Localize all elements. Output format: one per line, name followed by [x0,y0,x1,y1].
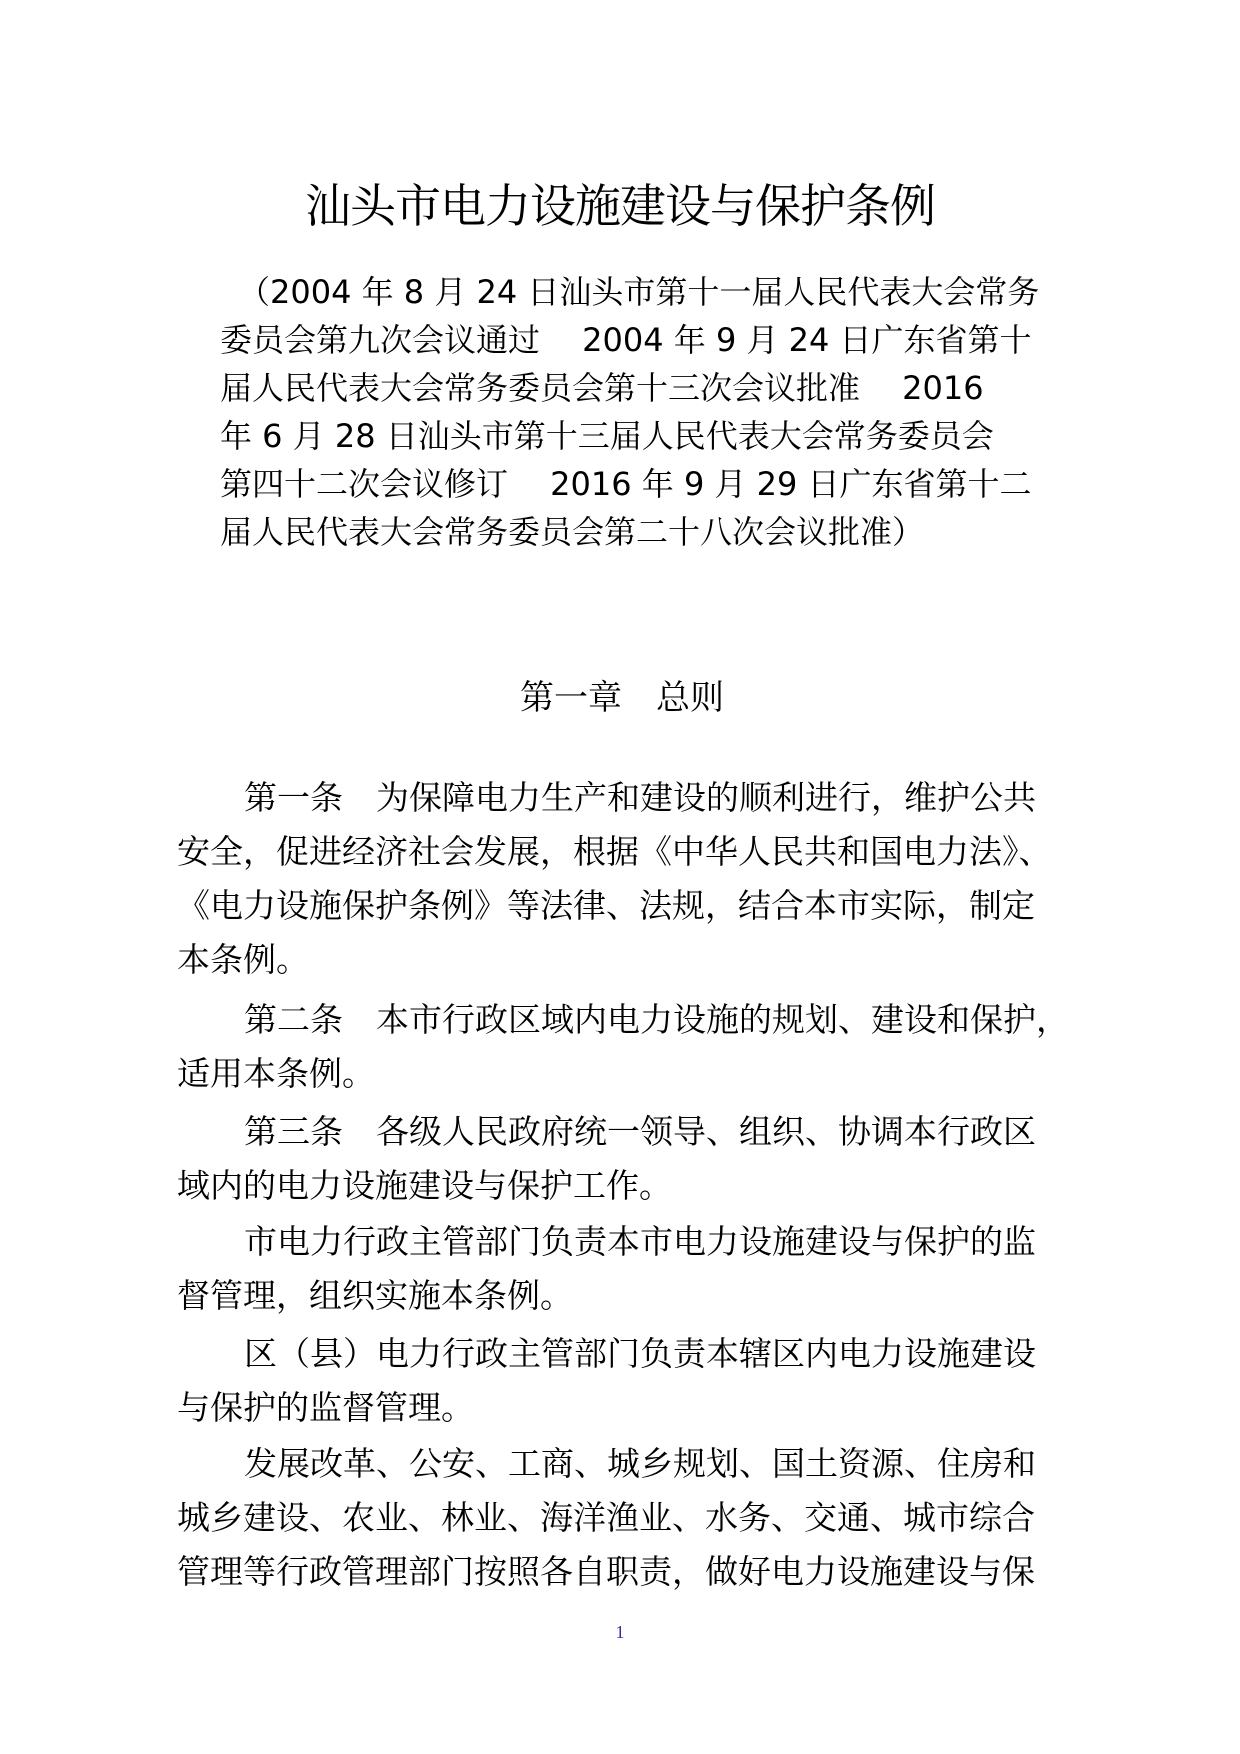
body-line: 域内的电力设施建设与保护工作。 [177,1166,672,1205]
body-line: 第三条 各级人民政府统一领导、组织、协调本行政区 [244,1112,1036,1151]
body-line: 城乡建设、农业、林业、海洋渔业、水务、交通、城市综合 [177,1498,1035,1537]
body-line: 督管理，组织实施本条例。 [177,1276,573,1315]
adoption-note-line: （2004 年 8 月 24 日汕头市第十一届人民代表大会常务 [238,273,1040,311]
body-line: 发展改革、公安、工商、城乡规划、国土资源、住房和 [244,1444,1036,1483]
adoption-note-line: 届人民代表大会常务委员会第二十八次会议批准） [220,513,925,551]
body-line: 第一条 为保障电力生产和建设的顺利进行，维护公共 [244,778,1036,817]
body-line: 市电力行政主管部门负责本市电力设施建设与保护的监 [244,1222,1036,1261]
adoption-note-line: 届人民代表大会常务委员会第十三次会议批准 2016 [220,369,984,407]
body-line: 管理等行政管理部门按照各自职责，做好电力设施建设与保 [177,1552,1035,1591]
body-line: 本条例。 [177,940,309,979]
body-line: 《电力设施保护条例》等法律、法规，结合本市实际，制定 [177,886,1035,925]
body-line: 第二条 本市行政区域内电力设施的规划、建设和保护， [244,1000,1069,1039]
page-number: 1 [615,1622,625,1642]
body-line: 与保护的监督管理。 [177,1388,474,1427]
body-line: 安全，促进经济社会发展，根据《中华人民共和国电力法》、 [177,832,1052,871]
adoption-note-line: 委员会第九次会议通过 2004 年 9 月 24 日广东省第十 [220,321,1032,359]
adoption-note-line: 年 6 月 28 日汕头市第十三届人民代表大会常务委员会 [220,417,994,455]
body-line: 区（县）电力行政主管部门负责本辖区内电力设施建设 [244,1334,1036,1373]
adoption-note-line: 第四十二次会议修订 2016 年 9 月 29 日广东省第十二 [220,465,1032,503]
document-title: 汕头市电力设施建设与保护条例 [305,179,935,233]
body-line: 适用本条例。 [177,1054,375,1093]
chapter-heading: 第一章 总则 [520,678,724,718]
